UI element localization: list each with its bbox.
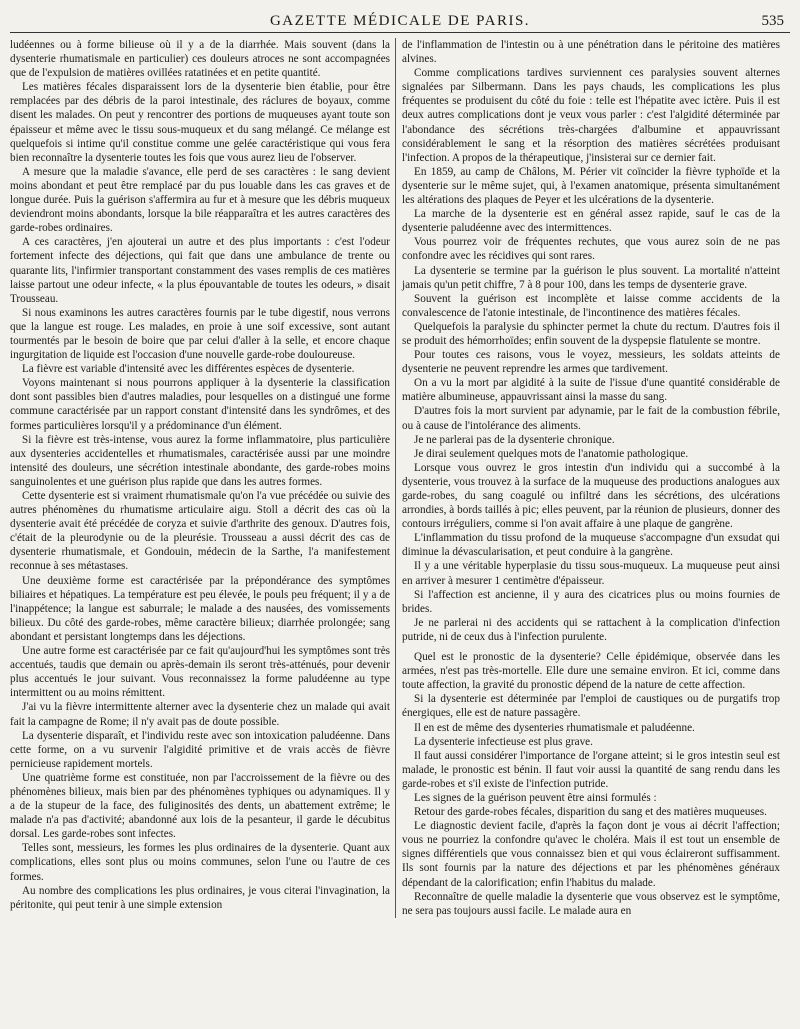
paragraph: Je dirai seulement quelques mots de l'anatomie pathologique.: [414, 447, 689, 460]
paragraph: Je ne parlerai ni des accidents qui se rattachent à la complication d'infection putride, ni de ceux dus à l'infection purulente.: [402, 616, 780, 643]
page-header: [10, 10, 790, 33]
paragraph: Il faut aussi considérer l'importance de l'organe atteint; si le gros intestin seul est malade, le pronostic est bénin. Il faut voir aussi la quantité de sang rendu dans les garde-robes et s'il existe de l'infection putride.: [402, 749, 780, 790]
paragraph: Si l'affection est ancienne, il y aura des cicatrices plus ou moins fournies de brides.: [402, 588, 780, 615]
paragraph: Lorsque vous ouvrez le gros intestin d'un individu qui a succombé à la dysenterie, vous trouvez à la surface de la muqueuse des productions analogues aux garde-robes, du sang coagulé ou infiltré dans les sécrétions, des ulcérations arrondies, à bords taillés à pic; elles peuvent, par la réunion de plusieurs, donner des contours irréguliers, comme si l'on avait affaire à une plaque de gangrène.: [402, 461, 780, 531]
page-number: 535: [761, 13, 784, 29]
paragraph: On a vu la mort par algidité à la suite de l'issue d'une quantité considérable de matière albumineuse, appauvrissant ainsi la masse du sang.: [402, 377, 780, 404]
paragraph: Souvent la guérison est incomplète et laisse comme accidents de la convalescence de l'atonie intestinale, de l'incontinence des matières fécales.: [402, 292, 780, 319]
paragraph: Une quatrième forme est constituée, non par l'accroissement de la fièvre ou des phénomènes bilieux, mais bien par des phénomènes typhiques ou adynamiques. Il y a de la stupeur de la face, des fuliginosités des dents, un abattement extrême; le malade n'a pas d'activité; abandonné aux lois de la pesanteur, il garde le décubitus dorsal. Les garde-robes sont infectes.: [10, 771, 390, 841]
paragraph: J'ai vu la fièvre intermittente alterner avec la dysenterie chez un malade qui avait fait la campagne de Rome; il n'y avait pas de doute possible.: [10, 701, 390, 728]
running-title: GAZETTE MÉDICALE DE PARIS.: [269, 13, 531, 29]
paragraph: Quel est le pronostic de la dysenterie? Celle épidémique, observée dans les armées, n'est pas très-mortelle. Elle dure une semaine environ. Et ici, comme dans toute affection, la gravité du pronostic dépend de la nature de cette affection.: [402, 651, 780, 692]
paragraph: de l'inflammation de l'intestin ou à une pénétration dans le péritoine des matières alvines.: [402, 39, 780, 66]
paragraph: Pour toutes ces raisons, vous le voyez, messieurs, les soldats atteints de dysenterie ne peuvent reprendre les armes que tardivement.: [402, 349, 780, 376]
paragraph: Le diagnostic devient facile, d'après la façon dont je vous ai décrit l'affection; vous ne pourriez la confondre qu'avec le choléra. Mais il est tout un ensemble de signes différentiels que vous connaissez bien et qui vous éclaireront suffisamment. Ils sont fournis par la nature des déjections et par les phénomènes généraux dépendant de la calorification; enfin l'habitus du malade.: [402, 820, 780, 889]
paragraph: Les signes de la guérison peuvent être ainsi formulés :: [414, 791, 657, 804]
paragraph: Retour des garde-robes fécales, disparition du sang et des matières muqueuses.: [414, 806, 767, 819]
paragraph: Comme complications tardives surviennent ces paralysies souvent alternes signalées par Silbermann. Dans les pays chauds, les complications les plus fréquentes se produisent du côté du foie : telle est l'hépatite avec ictère. Puis il est deux autres complications dont je veux vous parler : c'est l'algidité déterminée par l'abondance des sécrétions très-chargées d'albumine et appauvrissant considérablement le sang et la résorption des matières sécrétées produisant l'infection. A propos de la thérapeutique, j'insisterai sur ce dernier fait.: [402, 67, 780, 164]
paragraph: Vous pourrez voir de fréquentes rechutes, que vous aurez soin de ne pas confondre avec les récidives qui sont rares.: [402, 236, 780, 263]
paragraph: Une deuxième forme est caractérisée par la prépondérance des symptômes biliaires et hépatiques. La température est peu élevée, le pouls peu fréquent; il y a de l'inappétence; la langue est saburrale; le malade a des nausées, des vomissements bilieux. Du côté des garde-robes, même caractère bilieux; diarrhée prolongée; sang abondant et persistant longtemps dans les déjections.: [10, 574, 390, 643]
paragraph: ludéennes ou à forme bilieuse où il y a de la diarrhée. Mais souvent (dans la dysenterie rhumatismale en particulier) ces douleurs atroces ne sont accompagnées que de l'expulsion de matières ovillées ratatinées et en petite quantité.: [10, 39, 390, 80]
paragraph: Reconnaître de quelle maladie la dysenterie que vous observez est le symptôme, ne sera pas toujours aussi facile. Le malade aura en: [402, 890, 780, 917]
paragraph: Au nombre des complications les plus ordinaires, je vous citerai l'invagination, la péritonite, qui peut tenir à une simple extension: [10, 884, 390, 911]
paragraph: A mesure que la maladie s'avance, elle perd de ses caractères : le sang devient moins abondant et peut être remplacé par du pus louable dans les cas graves et de longue durée. Puis la guérison s'affermira au fur et à mesure que les débris muqueux deviendront moins abondants, lorsque la bile réapparaîtra et les autres caractères des garde-robes ordinaires.: [10, 165, 390, 235]
paragraph: Je ne parlerai pas de la dysenterie chronique.: [414, 433, 615, 446]
paragraph: D'autres fois la mort survient par adynamie, par le fait de la combustion fébrile, ou à cause de l'intolérance des aliments.: [402, 405, 780, 432]
paragraph: L'inflammation du tissu profond de la muqueuse s'accompagne d'un exsudat qui diminue la dévascularisation, et peut conduire à la gangrène.: [402, 532, 780, 559]
paragraph: Il en est de même des dysenteries rhumatismale et paludéenne.: [414, 721, 695, 734]
paragraph: La dysenterie disparaît, et l'individu reste avec son intoxication paludéenne. Dans cette forme, on a vu survenir l'algidité primitive et de vrais accès de fièvre pernicieuse rapidement mortels.: [10, 729, 390, 770]
paragraph: Il y a une véritable hyperplasie du tissu sous-muqueux. La muqueuse peut ainsi en arriver à mesurer 1 centimètre d'épaisseur.: [402, 560, 780, 587]
paragraph: A ces caractères, j'en ajouterai un autre et des plus importants : c'est l'odeur fortement infecte des déjections, qui fait que dans une ambulance de trente ou quarante lits, l'infirmier transportant constamment des vases remplis de ces matières laisse partout une odeur infecte, « la plus épouvantable de toutes les odeurs, » disait Trousseau.: [10, 236, 390, 305]
paragraph: Telles sont, messieurs, les formes les plus ordinaires de la dysenterie. Quant aux complications, elles sont plus ou moins communes, selon l'une ou l'autre de ces formes.: [10, 842, 390, 883]
paragraph: Une autre forme est caractérisée par ce fait qu'aujourd'hui les symptômes sont très accentués, taudis que demain ou après-demain ils seront très-atténués, pour devenir plus accentués le jour suivant. Vous reconnaissez la forme paludéenne au type intermittent ou au moins rémittent.: [10, 645, 390, 700]
paragraph: Quelquefois la paralysie du sphincter permet la chute du rectum. D'autres fois il se produit des hémorrhoïdes; enfin souvent de la dyspepsie flatulente se montre.: [402, 320, 780, 347]
paragraph: Si la dysenterie est déterminée par l'emploi de caustiques ou de purgatifs trop énergiques, elle est de nature passagère.: [402, 693, 780, 720]
right-column: [395, 38, 780, 918]
paragraph: Voyons maintenant si nous pourrons appliquer à la dysenterie la classification dont sont passibles bien d'autres maladies, pour lesquelles on a distingué une forme commune caractérisée par un rapport constant d'intensité dans les syndrômes, et des formes particulières lorsqu'il y a prédominance d'un élément.: [10, 377, 390, 432]
paragraph: La marche de la dysenterie est en général assez rapide, sauf le cas de la dysenterie paludéenne avec des intermittences.: [402, 208, 780, 235]
paragraph: En 1859, au camp de Châlons, M. Périer vit coïncider la fièvre typhoïde et la dysenterie sur le même sujet, qui, à l'examen anatomique, présenta simultanément les altérations des plaques de Peyer et les ulcérations de la dysenterie.: [402, 165, 780, 207]
text-columns: [10, 38, 790, 918]
paragraph: Cette dysenterie est si vraiment rhumatismale qu'on l'a vue précédée ou suivie des autres phénomènes du rhumatisme articulaire aigu. Stoll a décrit des cas où la dysenterie avait été précédée de coryza et suivie d'arthrite des genoux. D'autres fois, c'était de la pleurodynie ou de la pleurésie. Trousseau a aussi décrit des cas de dysenterie rhumatismale, et Gondouin, médecin de la Sarthe, l'a manifestement reconnue à ses métastases.: [10, 490, 390, 573]
left-column: [10, 38, 395, 918]
paragraph: La dysenterie se termine par la guérison le plus souvent. La mortalité n'atteint jamais qu'un petit chiffre, 7 à 8 pour 100, dans les temps de dysenterie grave.: [402, 264, 780, 291]
paragraph: Les matières fécales disparaissent lors de la dysenterie bien établie, pour être remplacées par des débris de la paroi intestinale, des ráclures de boyaux, comme disent les malades. On peut y rencontrer des portions de muqueuses ayant toute son épaisseur et même avec le tissu sous-muqueux et du sang mélangé. Ce mélange est quelquefois si intime qu'il constitue comme une gelée caractéristique qui vous fera bien reconnaître la dysenterie toutes les fois que vous aurez lieu de l'observer.: [10, 81, 390, 164]
paragraph: Si la fièvre est très-intense, vous aurez la forme inflammatoire, plus particulière aux dysenteries accidentelles et rhumatismales, caractérisée aussi par une moindre intensité des douleurs, une sécrétion intestinale abondante, des garde-robes moins sanguinolentes et une guérison plus rapide que dans les autres formes.: [10, 433, 390, 488]
paragraph: La fièvre est variable d'intensité avec les différentes espèces de dysenterie.: [22, 363, 355, 376]
paragraph: La dysenterie infectieuse est plus grave.: [414, 735, 593, 748]
paragraph: Si nous examinons les autres caractères fournis par le tube digestif, nous verrons que la langue est rouge. Les malades, en proie à une soif excessive, sont autant tourmentés par le besoin de boire que par celui d'aller à la selle, et encore chaque ingurgitation de liquide est l'occasion d'une nouvelle garde-robe douloureuse.: [10, 306, 390, 362]
